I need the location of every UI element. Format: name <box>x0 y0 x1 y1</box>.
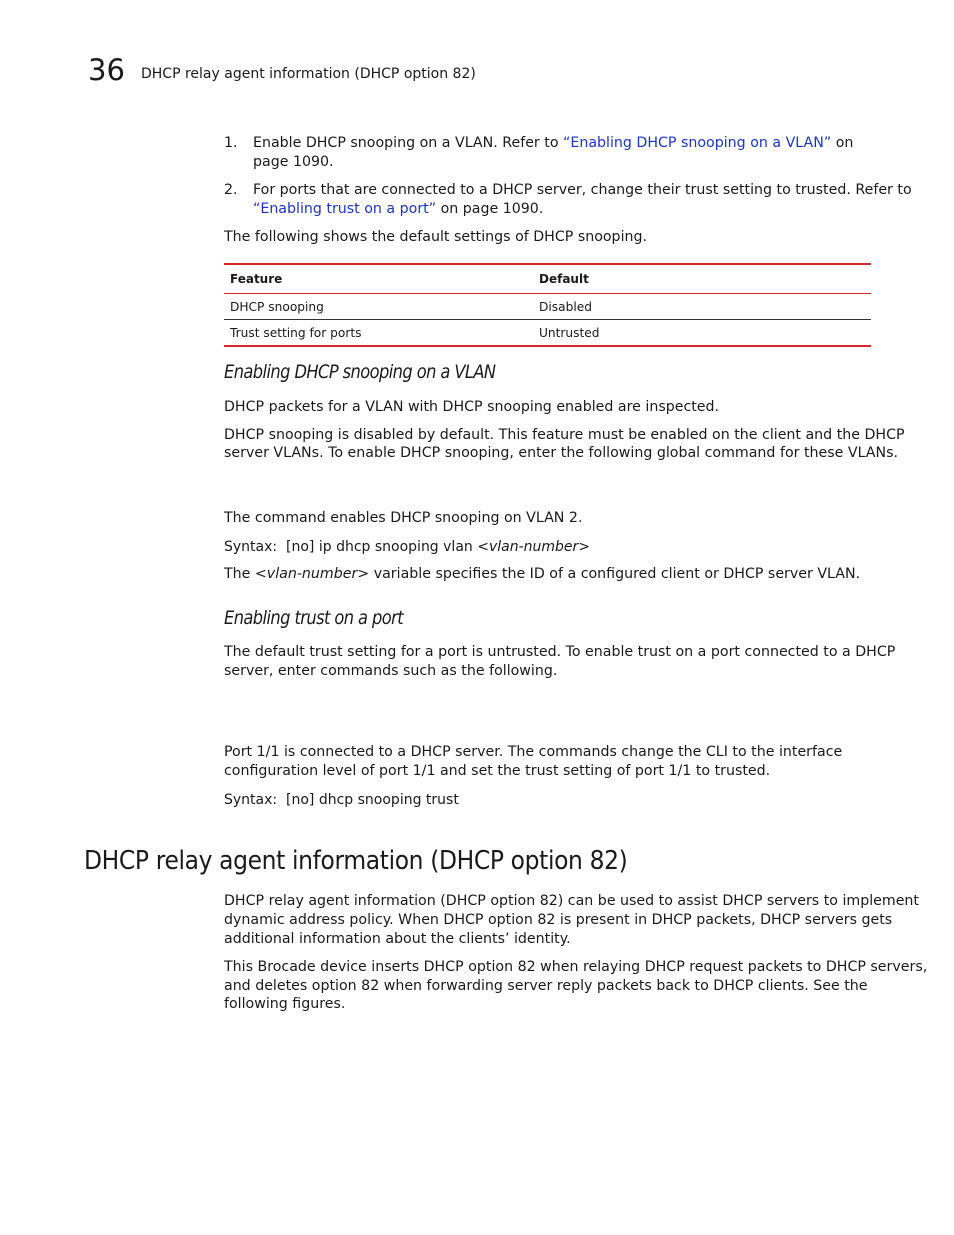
paragraph: dynamic address policy. When DHCP option 82 is present in DHCP packets, DHCP servers gets <box>224 912 893 928</box>
paragraph: server VLANs. To enable DHCP snooping, enter the following global command for these VLANs. <box>224 445 899 461</box>
paragraph: The command enables DHCP snooping on VLAN 2. <box>224 510 583 526</box>
table-row <box>224 294 871 320</box>
table-row <box>224 320 871 347</box>
paragraph: server, enter commands such as the following. <box>224 663 558 679</box>
section-heading-vlan: Enabling DHCP snooping on a VLAN <box>224 361 496 383</box>
paragraph: The default trust setting for a port is untrusted. To enable trust on a port connected to a DHCP <box>224 644 896 660</box>
text: The <box>224 566 255 582</box>
syntax-command: [no] ip dhcp snooping vlan <box>286 539 478 555</box>
table-header-row <box>224 264 871 294</box>
syntax-line <box>224 538 590 557</box>
table-header-cell: Feature <box>224 264 533 294</box>
table-intro: The following shows the default settings of DHCP snooping. <box>224 229 648 245</box>
table-cell: DHCP snooping <box>224 294 533 320</box>
step-text: For ports that are connected to a DHCP server, change their trust setting to trusted. Refer to <box>253 182 912 198</box>
paragraph <box>224 565 860 584</box>
paragraph: DHCP packets for a VLAN with DHCP snooping enabled are inspected. <box>224 399 720 415</box>
table-cell: Trust setting for ports <box>224 320 533 347</box>
step-text-line2 <box>253 200 543 219</box>
step-text-after: on <box>831 135 854 151</box>
step-text <box>253 134 853 153</box>
step-number: 1. <box>224 135 238 151</box>
section-heading-trust: Enabling trust on a port <box>224 607 404 629</box>
paragraph: following figures. <box>224 996 346 1012</box>
paragraph: additional information about the clients’ identity. <box>224 931 571 947</box>
section-heading-relay: DHCP relay agent information (DHCP option 82) <box>84 846 628 876</box>
syntax-variable: <vlan-number> <box>477 539 591 555</box>
syntax-label: Syntax: <box>224 539 278 555</box>
syntax-line <box>224 791 459 810</box>
paragraph: Port 1/1 is connected to a DHCP server. The commands change the CLI to the interface <box>224 744 843 760</box>
defaults-table <box>224 263 871 347</box>
table-header-cell: Default <box>533 264 871 294</box>
chapter-number: 36 <box>88 53 125 87</box>
link-enabling-dhcp-snooping[interactable]: “Enabling DHCP snooping on a VLAN” <box>563 135 832 151</box>
link-enabling-trust[interactable]: “Enabling trust on a port” <box>253 201 437 217</box>
running-title: DHCP relay agent information (DHCP option 82) <box>141 66 476 82</box>
table-cell: Untrusted <box>533 320 871 347</box>
text: variable specifies the ID of a configured client or DHCP server VLAN. <box>369 566 861 582</box>
paragraph: configuration level of port 1/1 and set the trust setting of port 1/1 to trusted. <box>224 763 771 779</box>
step-number: 2. <box>224 182 238 198</box>
paragraph: DHCP snooping is disabled by default. This feature must be enabled on the client and the DHCP <box>224 427 905 443</box>
syntax-label: Syntax: <box>224 792 278 808</box>
step-text-after: on page 1090. <box>436 201 544 217</box>
step-text-line2: page 1090. <box>253 154 334 170</box>
paragraph: This Brocade device inserts DHCP option 82 when relaying DHCP request packets to DHCP servers, <box>224 959 928 975</box>
table-cell: Disabled <box>533 294 871 320</box>
syntax-command: [no] dhcp snooping trust <box>286 792 459 808</box>
paragraph: and deletes option 82 when forwarding server reply packets back to DHCP clients. See the <box>224 978 868 994</box>
step-text-before: Enable DHCP snooping on a VLAN. Refer to <box>253 135 564 151</box>
paragraph: DHCP relay agent information (DHCP option 82) can be used to assist DHCP servers to implement <box>224 893 919 909</box>
variable: <vlan-number> <box>254 566 370 582</box>
